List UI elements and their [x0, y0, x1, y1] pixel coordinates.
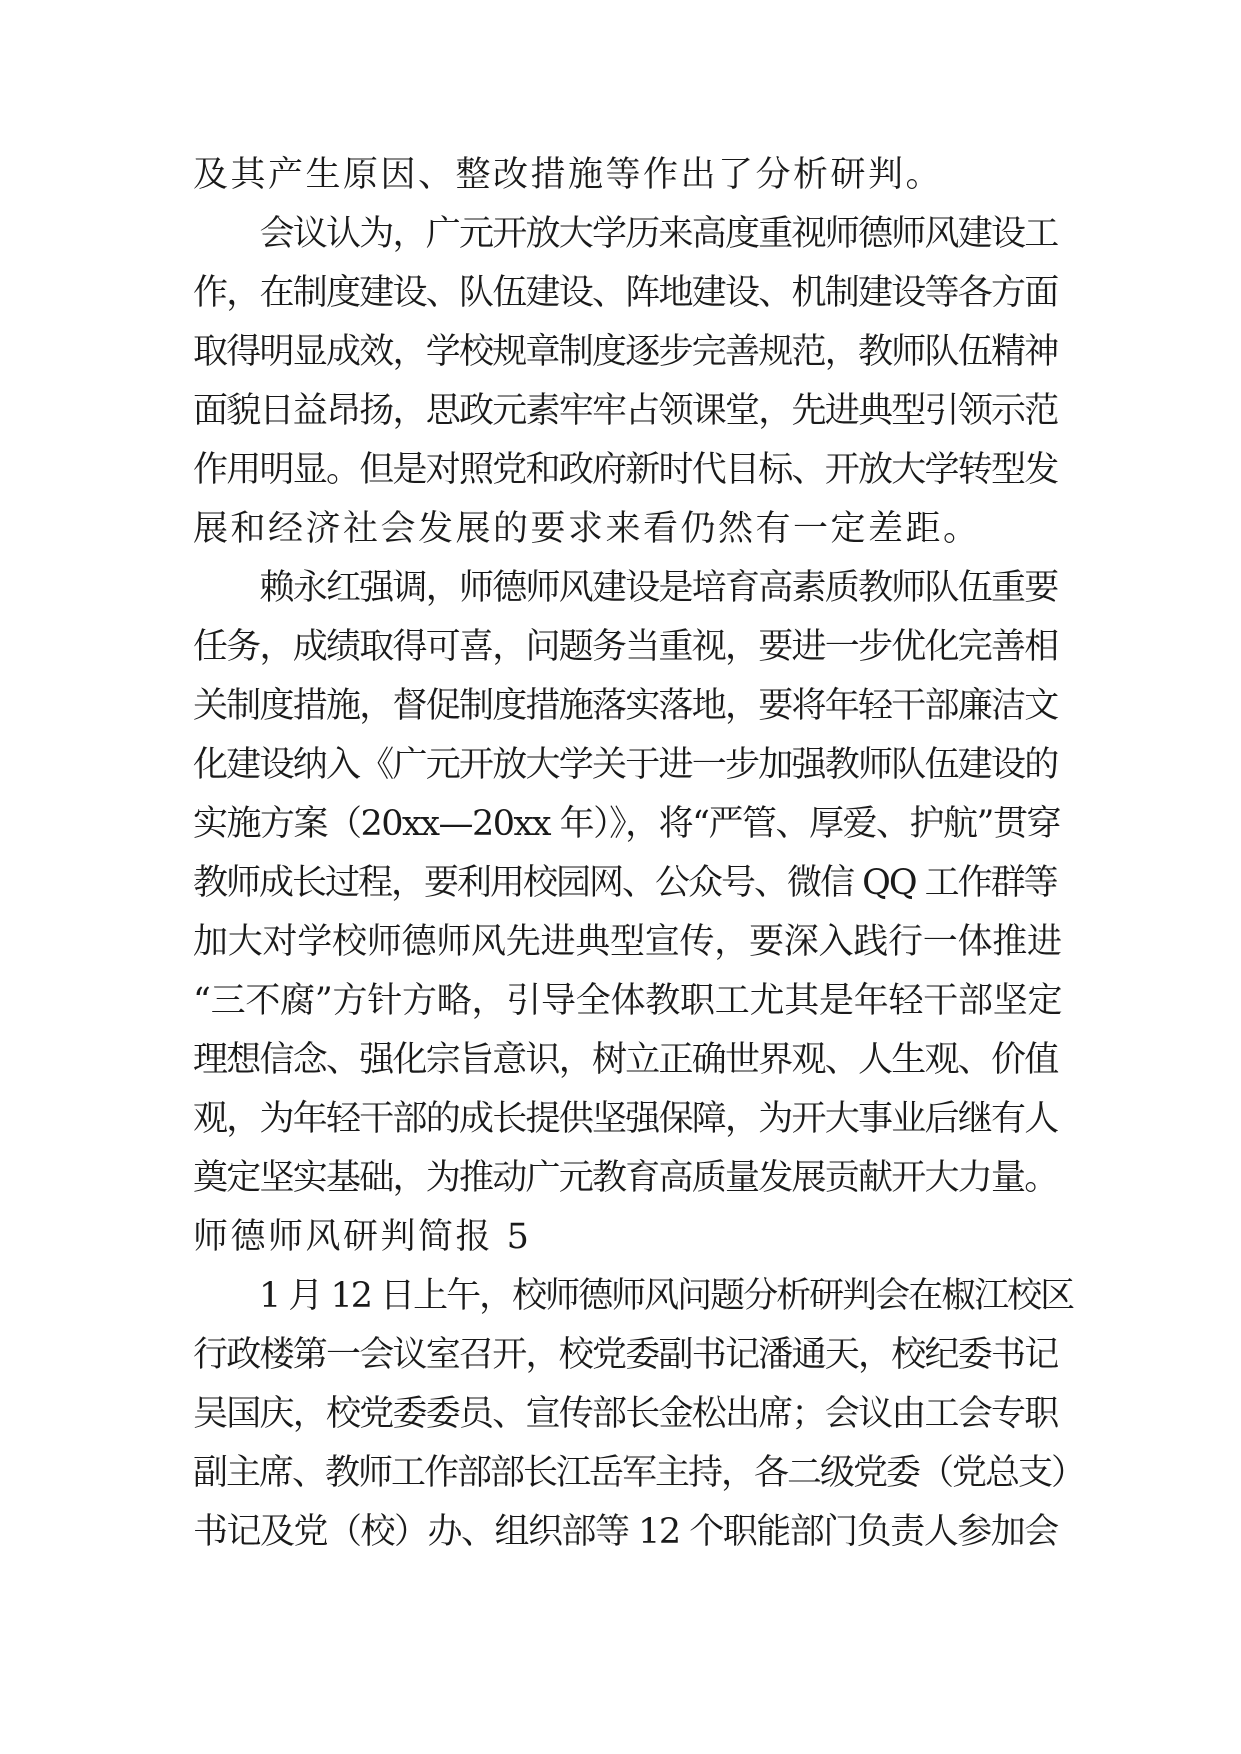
- text-line: 书记及党（校）办、组织部等 12 个职能部门负责人参加会: [193, 1512, 1058, 1552]
- text-line: 奠定坚实基础，为推动广元教育高质量发展贡献开大力量。: [193, 1158, 1058, 1198]
- text-line: 化建设纳入《广元开放大学关于进一步加强教师队伍建设的: [193, 745, 1058, 785]
- text-line: 赖永红强调，师德师风建设是培育高素质教师队伍重要: [193, 568, 1058, 608]
- text-line: 教师成长过程，要利用校园网、公众号、微信 QQ 工作群等: [193, 863, 1057, 903]
- text-line: 会议认为，广元开放大学历来高度重视师德师风建设工: [193, 214, 1058, 254]
- text-line: 关制度措施，督促制度措施落实落地，要将年轻干部廉洁文: [193, 686, 1058, 726]
- text-line: 观，为年轻干部的成长提供坚强保障，为开大事业后继有人: [193, 1099, 1058, 1139]
- text-line: 实施方案（20xx—20xx 年）》，将“严管、厚爱、护航”贯穿: [193, 804, 1060, 844]
- text-line: 展和经济社会发展的要求来看仍然有一定差距。: [193, 509, 981, 549]
- text-line: 任务，成绩取得可喜，问题务当重视，要进一步优化完善相: [193, 627, 1058, 667]
- document-body: [193, 146, 1085, 1562]
- text-line: 加大对学校师德师风先进典型宣传，要深入践行一体推进: [193, 922, 1062, 962]
- text-line: 作，在制度建设、队伍建设、阵地建设、机制建设等各方面: [193, 273, 1058, 313]
- text-line: 取得明显成效，学校规章制度逐步完善规范，教师队伍精神: [193, 332, 1058, 372]
- text-line: 1 月 12 日上午，校师德师风问题分析研判会在椒江校区: [193, 1276, 1074, 1316]
- text-line: 面貌日益昂扬，思政元素牢牢占领课堂，先进典型引领示范: [193, 391, 1058, 431]
- text-line: “三不腐”方针方略，引导全体教职工尤其是年轻干部坚定: [193, 981, 1063, 1021]
- text-line: 行政楼第一会议室召开，校党委副书记潘通天，校纪委书记: [193, 1335, 1058, 1375]
- text-line: 副主席、教师工作部部长江岳军主持，各二级党委（党总支）: [193, 1453, 1085, 1493]
- text-line: 及其产生原因、整改措施等作出了分析研判。: [193, 155, 944, 195]
- text-line: 理想信念、强化宗旨意识，树立正确世界观、人生观、价值: [193, 1040, 1058, 1080]
- text-line: 作用明显。但是对照党和政府新时代目标、开放大学转型发: [193, 450, 1058, 490]
- section-heading: 师德师风研判简报 5: [193, 1217, 532, 1257]
- text-line: 吴国庆，校党委委员、宣传部长金松出席；会议由工会专职: [193, 1394, 1058, 1434]
